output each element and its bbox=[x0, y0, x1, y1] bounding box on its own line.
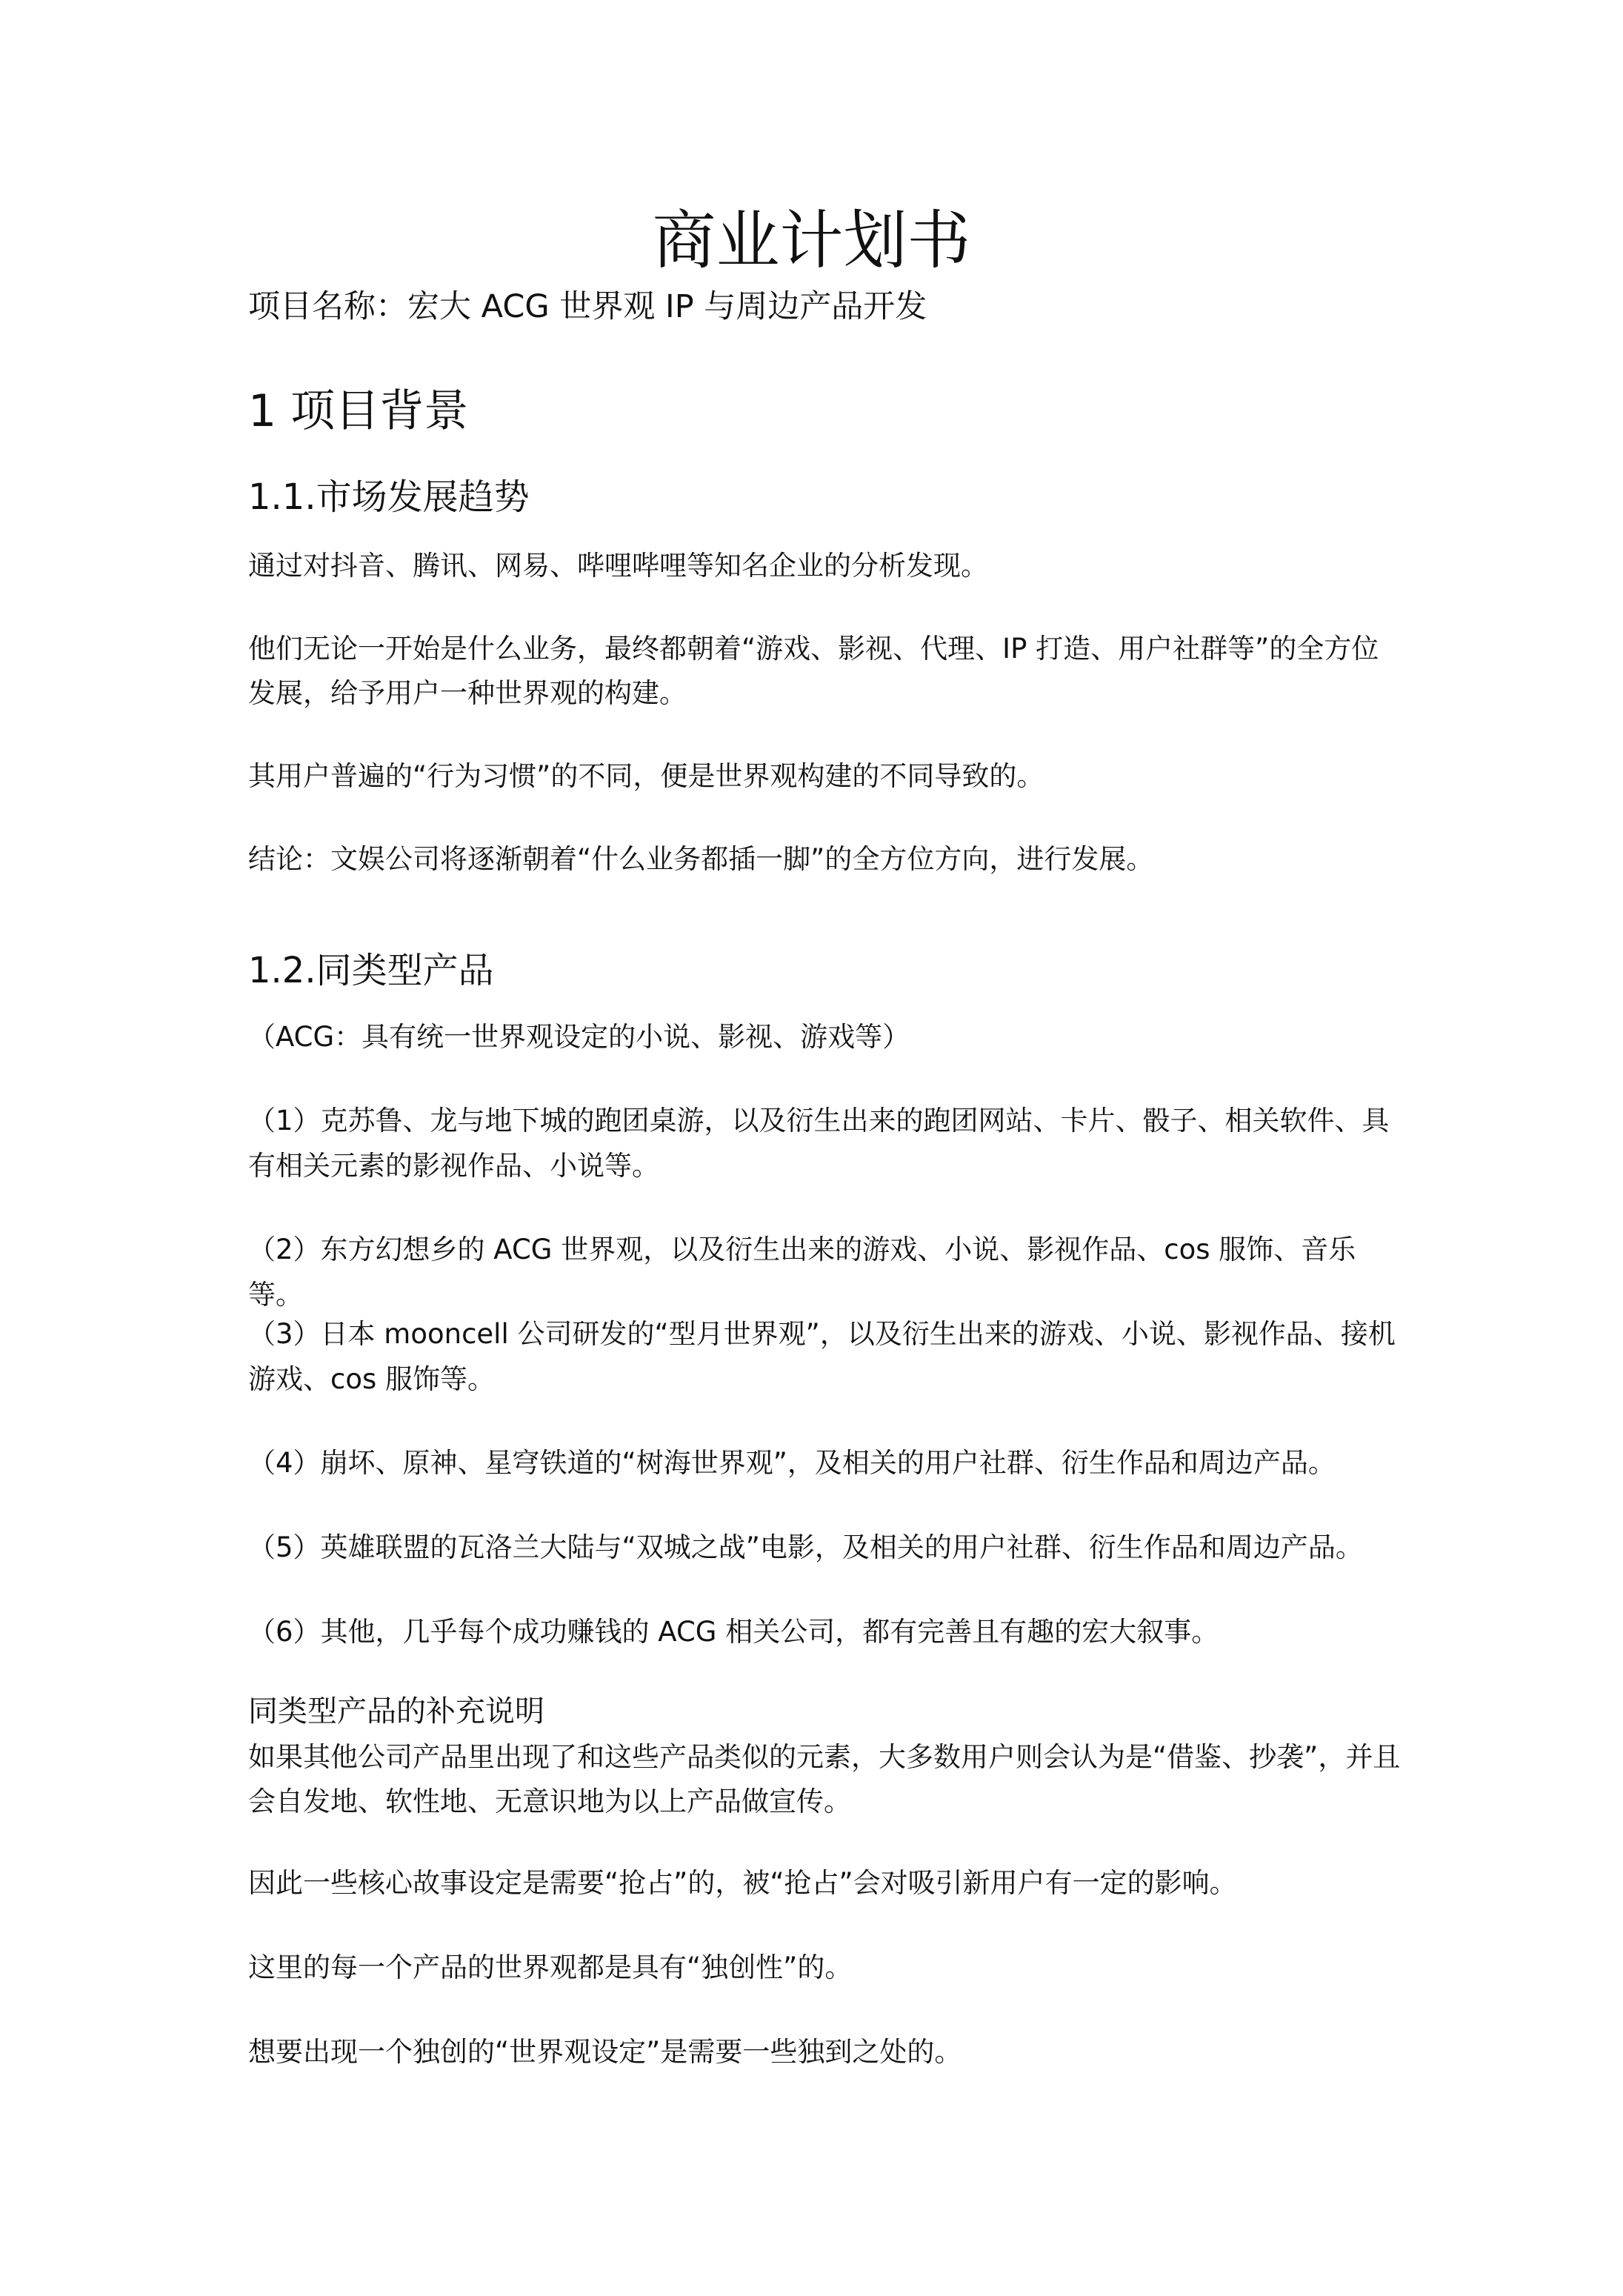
subsection-heading-market-trend: 1.1.市场发展趋势 bbox=[248, 476, 530, 518]
acg-note: （ACG：具有统一世界观设定的小说、影视、游戏等） bbox=[248, 1021, 910, 1053]
paragraph: 如果其他公司产品里出现了和这些产品类似的元素，大多数用户则会认为是“借鉴、抄袭”，并且会自发地、软性地、无意识地为以上产品做宣传。 bbox=[248, 1741, 1401, 1817]
list-item: （2）东方幻想乡的 ACG 世界观，以及衍生出来的游戏、小说、影视作品、cos 服饰、音乐等。 bbox=[248, 1234, 1356, 1311]
list-item: （3）日本 mooncell 公司研发的“型月世界观”，以及衍生出来的游戏、小说、影视作品、接机游戏、cos 服饰等。 bbox=[248, 1318, 1396, 1395]
paragraph: 他们无论一开始是什么业务，最终都朝着“游戏、影视、代理、IP 打造、用户社群等”的全方位发展，给予用户一种世界观的构建。 bbox=[248, 633, 1379, 709]
project-name: 项目名称：宏大 ACG 世界观 IP 与周边产品开发 bbox=[248, 288, 927, 325]
supplement-heading: 同类型产品的补充说明 bbox=[248, 1694, 544, 1728]
subsection-heading-similar-products: 1.2.同类型产品 bbox=[248, 950, 494, 991]
list-item: （4）崩坏、原神、星穹铁道的“树海世界观”，及相关的用户社群、衍生作品和周边产品。 bbox=[248, 1447, 1336, 1479]
paragraph: 这里的每一个产品的世界观都是具有“独创性”的。 bbox=[248, 1951, 853, 1983]
paragraph: 其用户普遍的“行为习惯”的不同，便是世界观构建的不同导致的。 bbox=[248, 760, 1044, 792]
paragraph: 结论：文娱公司将逐渐朝着“什么业务都插一脚”的全方位方向，进行发展。 bbox=[248, 843, 1154, 875]
list-item: （1）克苏鲁、龙与地下城的跑团桌游，以及衍生出来的跑团网站、卡片、骰子、相关软件、具有相关元素的影视作品、小说等。 bbox=[248, 1105, 1390, 1182]
section-heading-background: 1 项目背景 bbox=[248, 385, 469, 437]
paragraph: 因此一些核心故事设定是需要“抢占”的，被“抢占”会对吸引新用户有一定的影响。 bbox=[248, 1867, 1237, 1899]
paragraph: 想要出现一个独创的“世界观设定”是需要一些独到之处的。 bbox=[248, 2036, 962, 2068]
paragraph: 通过对抖音、腾讯、网易、哔哩哔哩等知名企业的分析发现。 bbox=[248, 550, 988, 582]
list-item: （5）英雄联盟的瓦洛兰大陆与“双城之战”电影，及相关的用户社群、衍生作品和周边产品。 bbox=[248, 1531, 1363, 1563]
list-item: （6）其他，几乎每个成功赚钱的 ACG 相关公司，都有完善且有趣的宏大叙事。 bbox=[248, 1616, 1219, 1648]
document-title: 商业计划书 bbox=[652, 204, 971, 278]
